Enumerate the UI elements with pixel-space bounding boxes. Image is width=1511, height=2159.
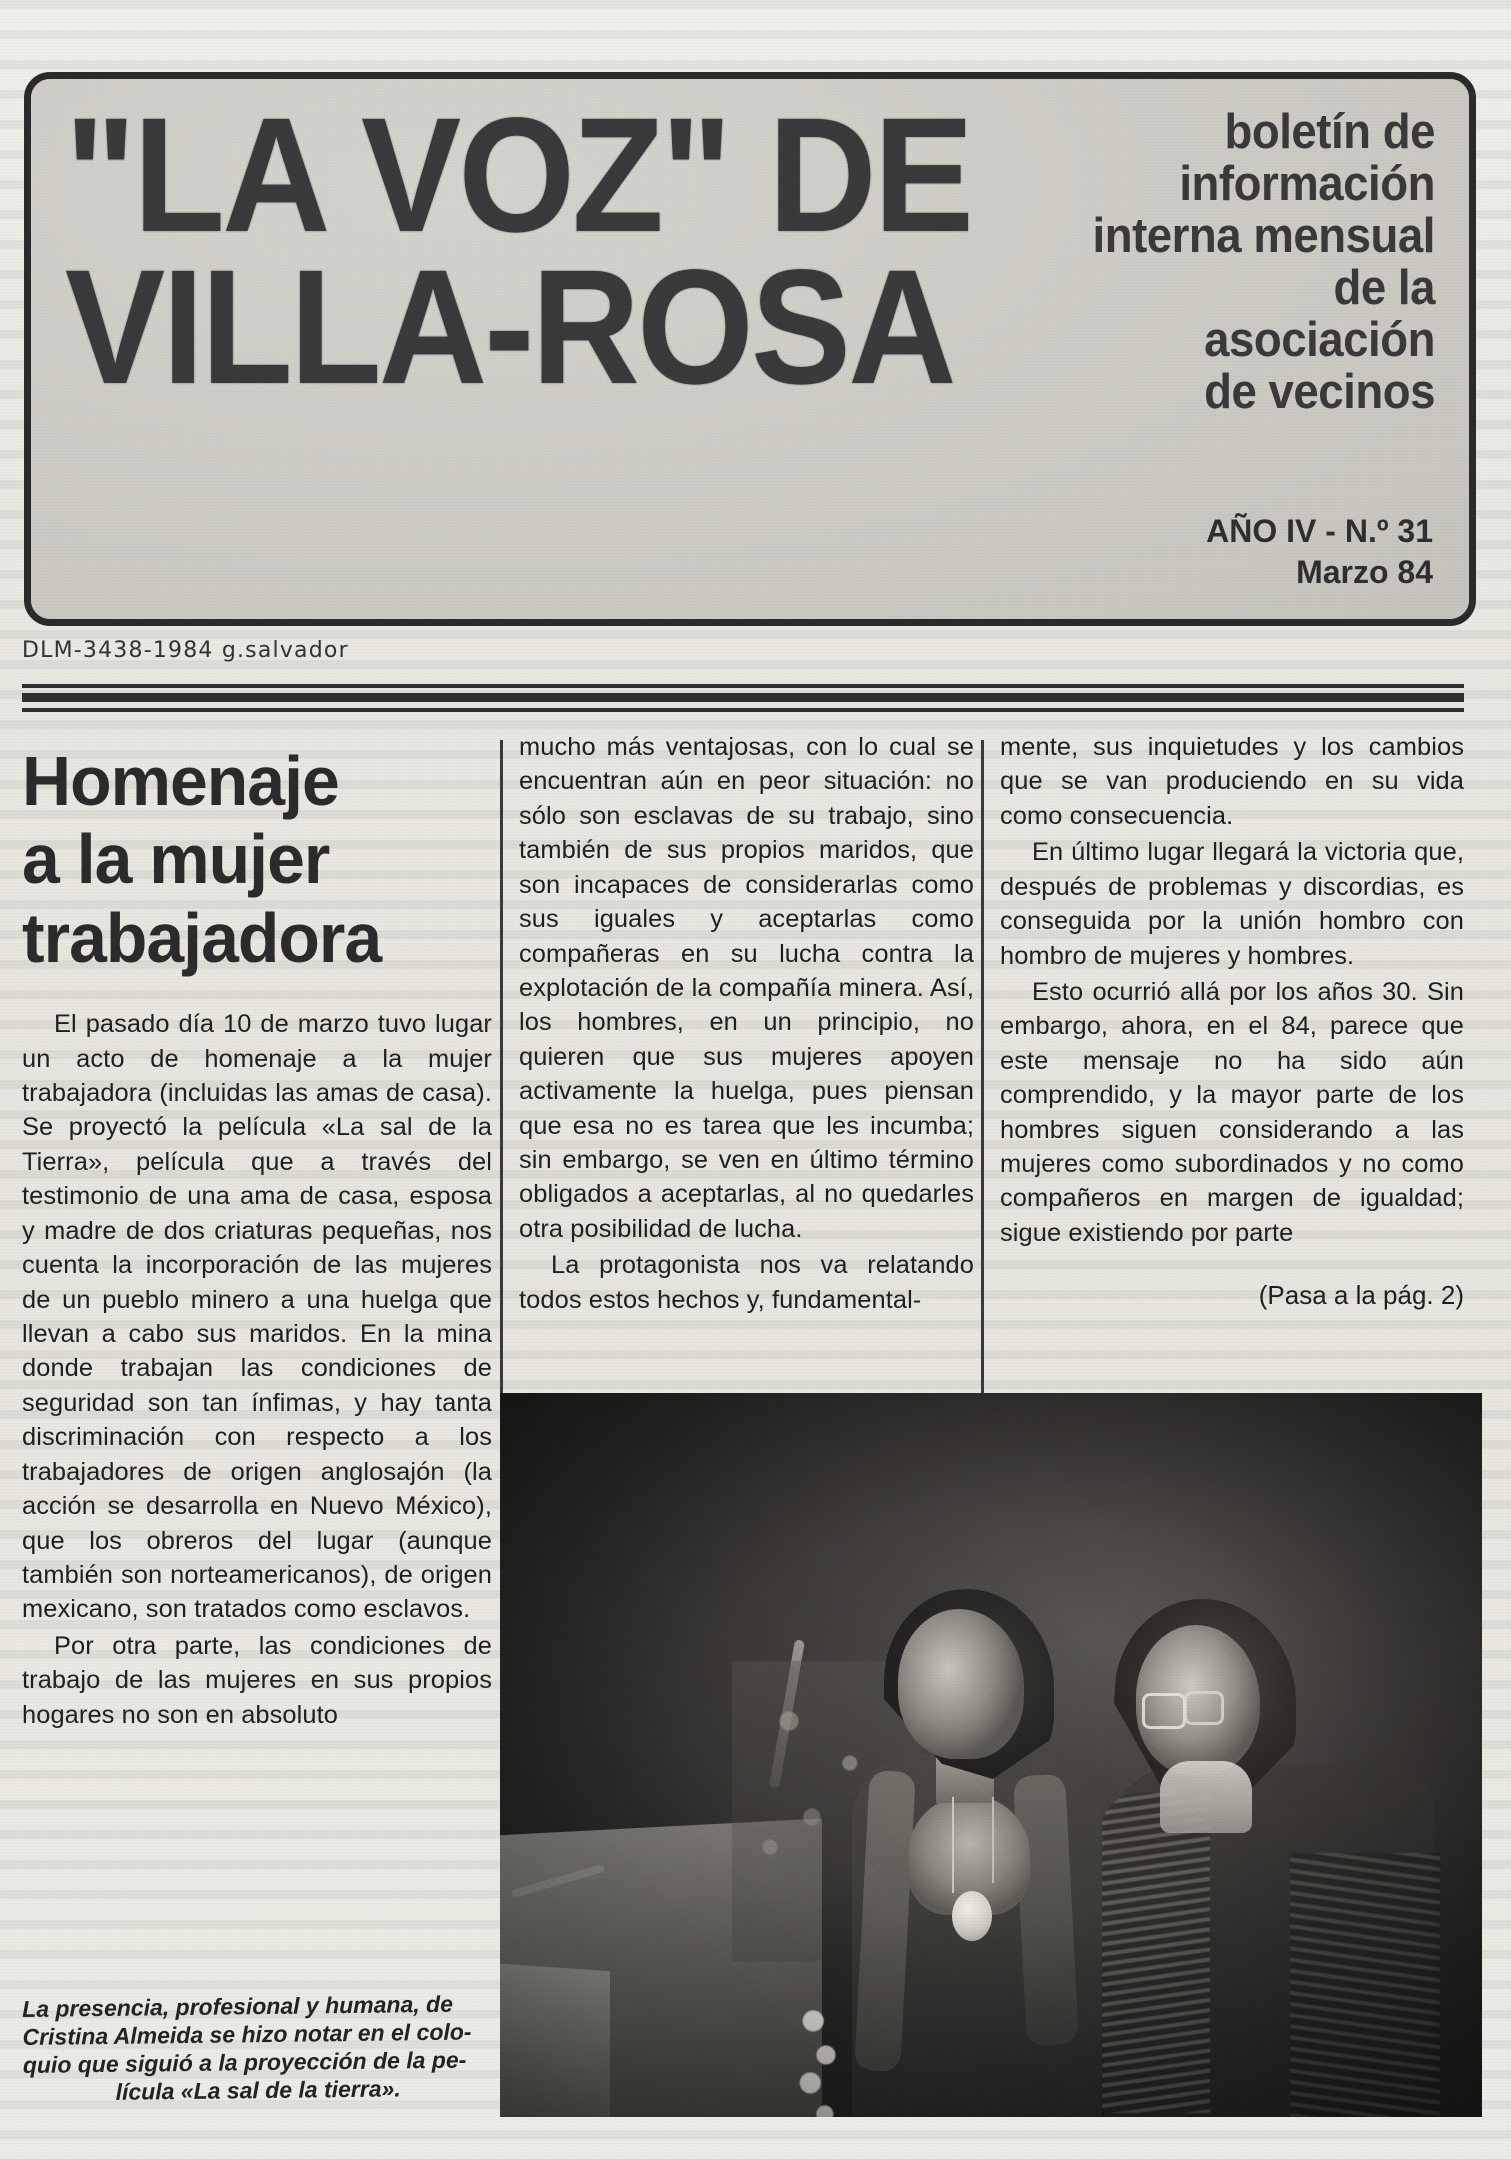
headline-line-1: Homenaje <box>22 742 339 820</box>
publication-title-line1: "LA VOZ" DE <box>65 83 972 266</box>
caption-line-4: lícula «La sal de la tierra». <box>115 2075 401 2106</box>
subtitle-line-5: asociación <box>1204 312 1435 367</box>
article-paragraph: mente, sus inquietudes y los cambios que se van produciendo en su vida como consecuencia. <box>1000 733 1464 830</box>
legal-deposit-line: DLM-3438-1984 g.salvador <box>22 638 349 663</box>
subtitle-line-2: información <box>1179 156 1435 211</box>
article-paragraph: mucho más ventajosas, con lo cual se encuentran aún en peor situación: no sólo son esclavas de su trabajo, sino también de sus propios maridos, que son incapaces de considerarlas como sus iguales y aceptarlas como compañeras en su lucha contra la explotación de la compañía minera. Así, los hombres, en un principio, no quieren que sus mujeres apoyen activamente la huelga, pues piensan que esa no es tarea que les incumba; sin embargo, se ven en último término obligados a aceptarlas, al no quedarles otra posibilidad de lucha. <box>519 733 974 1243</box>
rule-thin-bottom <box>22 708 1464 712</box>
subtitle-line-3: interna mensual <box>1092 208 1435 263</box>
issue-info <box>1206 511 1433 593</box>
publication-title-line2: VILLA-ROSA <box>65 234 954 418</box>
article-photograph <box>500 1393 1482 2117</box>
publication-title <box>65 83 972 418</box>
subtitle-line-1: boletín de <box>1224 105 1435 159</box>
masthead <box>24 72 1476 626</box>
headline-line-3: trabajadora <box>22 898 382 977</box>
article-paragraph: En último lugar llegará la victoria que, después de problemas y discordias, es conseguida por la unión hombro con hombro de mujeres y hombres. <box>1000 838 1464 970</box>
caption-line-1: La presencia, profesional y humana, de <box>22 1990 454 2022</box>
header-rules <box>22 684 1464 712</box>
column-divider-2 <box>981 740 984 1412</box>
photo-halftone-grain <box>500 1393 1482 2117</box>
column-3 <box>1000 730 1464 1311</box>
caption-line-3: quio que siguió a la proyección de la pe- <box>22 2046 467 2079</box>
caption-line-2: Cristina Almeida se hizo notar en el colo- <box>22 2018 472 2051</box>
column-1 <box>22 730 492 1732</box>
article-paragraph: Por otra parte, las condiciones de trabajo de las mujeres en sus propios hogares no son en absoluto <box>22 1631 492 1729</box>
subtitle-line-6: de vecinos <box>1204 364 1435 419</box>
issue-year-number: AÑO IV - N.º 31 <box>1206 513 1433 550</box>
article-paragraph: La protagonista nos va relatando todos estos hechos y, fundamental- <box>519 1251 974 1314</box>
column-divider-1 <box>500 740 503 1412</box>
photo-caption <box>22 1989 493 2107</box>
headline-line-2: a la mujer <box>22 820 330 899</box>
article-headline <box>22 742 478 977</box>
issue-date: Marzo 84 <box>1296 554 1433 591</box>
article-paragraph: El pasado día 10 de marzo tuvo lugar un acto de homenaje a la mujer trabajadora (incluidas las amas de casa). Se proyectó la película «La sal de la Tierra», película que a través del testimonio de una ama de casa, esposa y madre de dos criaturas pequeñas, nos cuenta la incorporación de las mujeres de un pueblo minero a una huelga que llevan a cabo sus maridos. En la mina donde trabajan las condiciones de seguridad son tan ínfimas, y hay tanta discriminación con respecto a los trabajadores de origen anglosajón (la acción se desarrolla en Nuevo México), que los obreros del lugar (aunque también son norteamericanos), de origen mexicano, son tratados como esclavos. <box>22 1010 492 1624</box>
publication-subtitle <box>998 107 1435 419</box>
column-2 <box>519 730 974 1317</box>
subtitle-line-4: de la <box>1333 260 1435 315</box>
rule-thick <box>22 693 1464 702</box>
article-paragraph: Esto ocurrió allá por los años 30. Sin embargo, ahora, en el 84, parece que este mensaje no ha sido aún comprendido, y la mayor parte de los hombres siguen considerando a las mujeres como subordinados y no como compañeros en margen de igualdad; sigue existiendo por parte <box>1000 977 1464 1247</box>
continuation-note: (Pasa a la pág. 2) <box>1258 1280 1464 1311</box>
